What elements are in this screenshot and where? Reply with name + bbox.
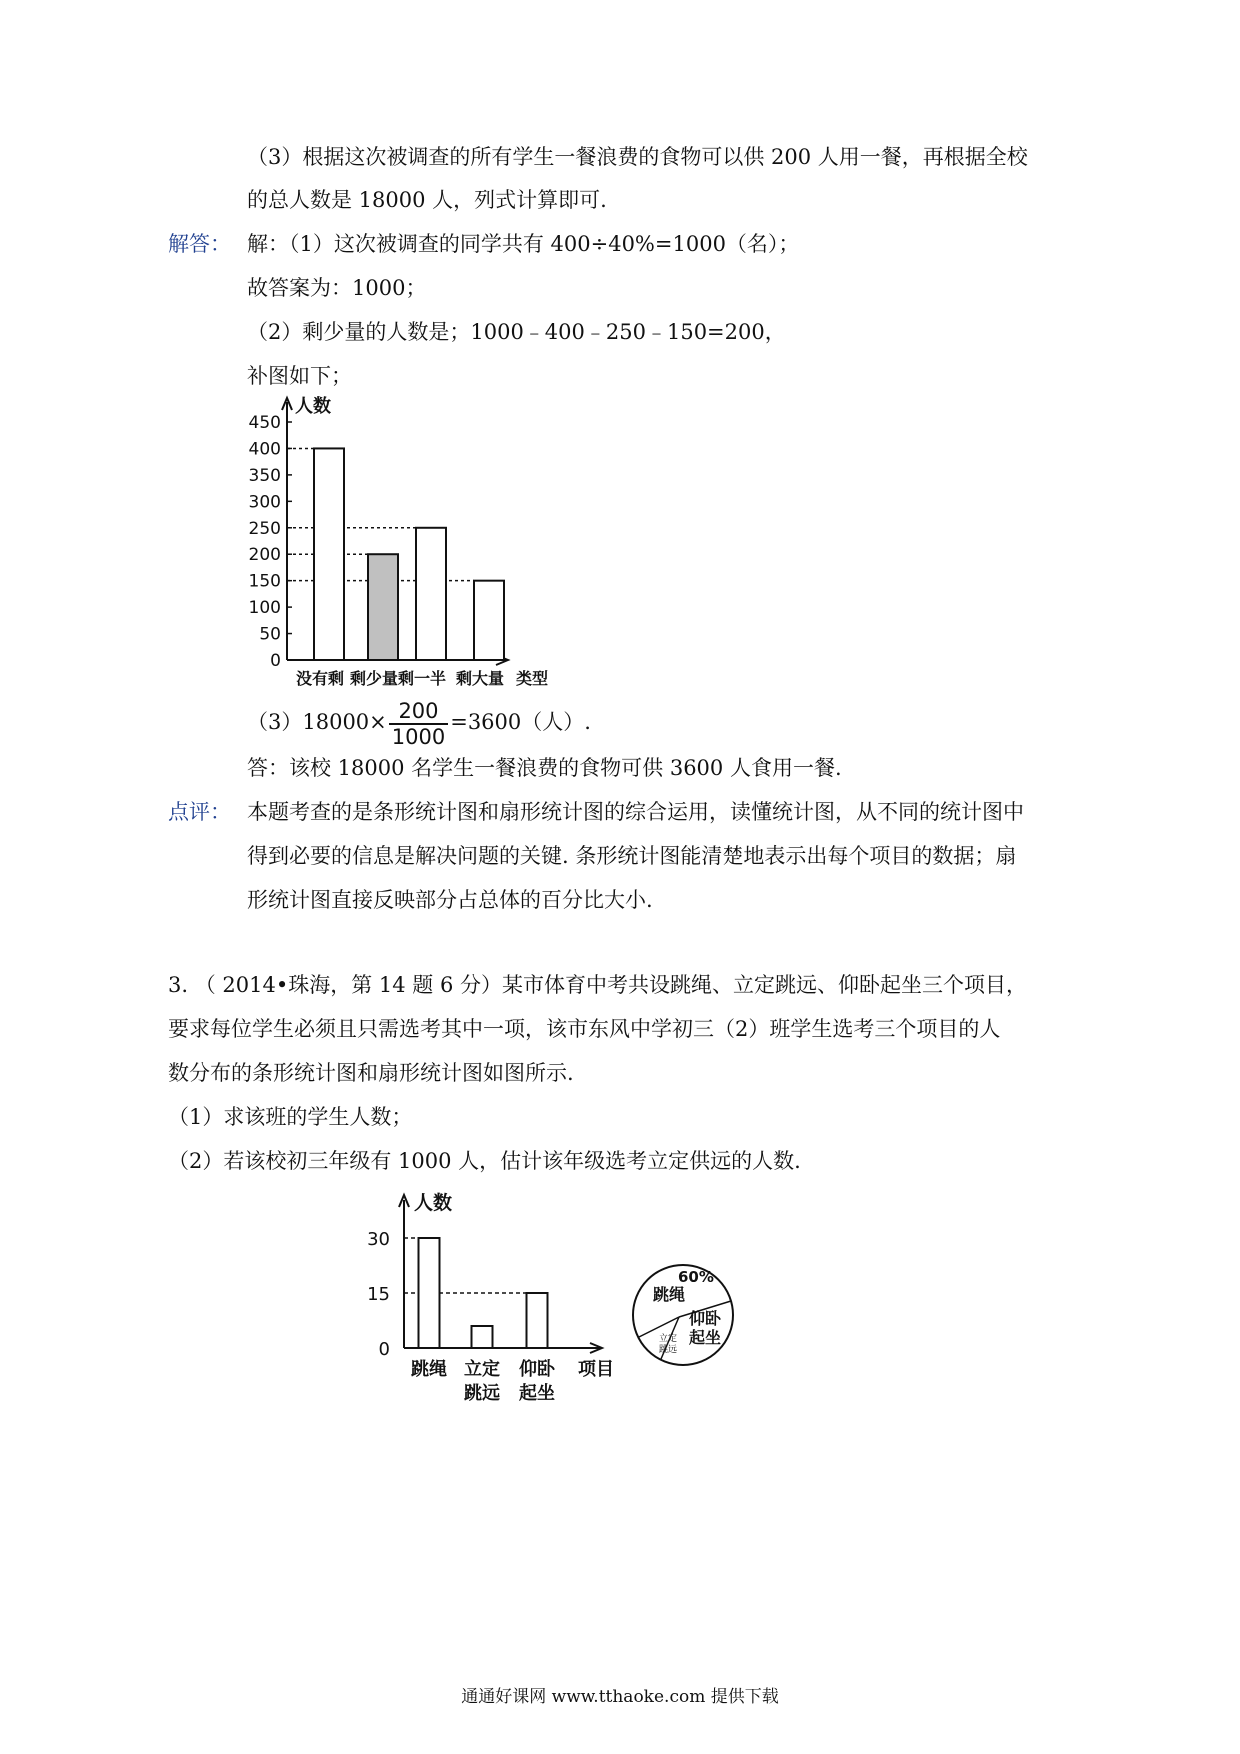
answer-part-1: 解：（1）这次被调查的同学共有 400÷40%=1000（名）； [247,232,800,256]
fraction-denominator: 1000 [391,724,446,749]
question-3-sub-1: （1）求该班的学生人数； [168,1105,413,1129]
y-tick-label: 350 [248,465,281,486]
bar-3 [527,1293,548,1348]
answer-part-2-figure-note: 补图如下； [247,364,352,388]
bar-1 [419,1238,440,1348]
comment-line-3: 形统计图直接反映部分占总体的百分比大小. [247,888,653,912]
pie-label-jump-rope: 跳绳 [653,1285,686,1304]
sports-pie-chart [628,1260,738,1370]
y-tick-label: 0 [270,651,281,671]
x-category-label: 没有剩 [295,669,345,688]
footer: 通通好课网 www.tthaoke.com 提供下载 [461,1687,779,1707]
pie-percent-label: 60% [678,1268,714,1286]
y-axis-label: 人数 [414,1192,453,1214]
x-category-label: 剩一半 [397,669,447,688]
y-tick-label: 150 [248,571,281,592]
x-category-label: 剩大量 [455,669,505,688]
comment-line-1: 本题考查的是条形统计图和扇形统计图的综合运用，读懂统计图，从不同的统计图中 [247,800,1024,824]
pie-label-situps: 仰卧 [689,1309,722,1328]
question-3-line-3: 数分布的条形统计图和扇形统计图如图所示. [168,1061,574,1085]
comment-line-2: 得到必要的信息是解决问题的关键. 条形统计图能清楚地表示出每个项目的数据；扇 [247,844,1017,868]
sports-bar-chart [360,1185,630,1410]
x-category-label: 跳绳 [411,1359,447,1380]
question-3-sub-2: （2）若该校初三年级有 1000 人，估计该年级选考立定供远的人数. [168,1149,801,1173]
bar-2 [368,554,398,660]
y-tick-label: 200 [248,545,281,566]
y-tick-label: 50 [259,624,281,645]
answer-part-3-conclusion: 答：该校 18000 名学生一餐浪费的食物可供 3600 人食用一餐. [247,756,842,780]
x-category-label: 剩少量 [349,669,399,688]
answer-part-3 [247,696,591,749]
bar-4 [474,581,504,660]
bar-2 [472,1326,493,1348]
question-3-line-1: 3. （ 2014•珠海，第 14 题 6 分）某市体育中考共设跳绳、立定跳远、仰卧起坐三个项目， [168,973,1027,997]
hint-3-line-2: 的总人数是 18000 人，列式计算即可. [247,188,607,212]
x-axis-label: 类型 [515,669,549,688]
fraction [389,699,448,749]
y-tick-label: 30 [367,1229,390,1250]
question-3-line-2: 要求每位学生必须且只需选考其中一项，该市东风中学初三（2）班学生选考三个项目的人 [168,1017,1001,1041]
y-tick-label: 400 [248,439,281,460]
answer-part-3-suffix: =3600（人）. [450,710,591,734]
bar-1 [314,448,344,660]
bar-3 [416,528,446,660]
hint-3-line-1: （3）根据这次被调查的所有学生一餐浪费的食物可以供 200 人用一餐，再根据全校 [247,145,1028,169]
y-tick-label: 100 [248,598,281,619]
pie-label-long-jump: 立定 [659,1334,678,1344]
x-category-label: 立定 [464,1359,500,1380]
waste-bar-chart [236,390,566,690]
x-category-label: 起坐 [519,1383,555,1404]
answer-part-1-result: 故答案为：1000； [247,276,427,300]
answer-part-2: （2）剩少量的人数是；1000﹣400﹣250﹣150=200， [247,320,786,344]
y-tick-label: 300 [248,492,281,513]
y-tick-label: 250 [248,518,281,539]
y-tick-label: 0 [378,1339,390,1360]
comment-tag: 点评： [168,800,231,824]
answer-tag: 解答： [168,232,231,256]
y-tick-label: 15 [367,1284,390,1305]
y-tick-label: 450 [248,413,281,433]
y-axis-label: 人数 [295,396,331,417]
answer-part-3-prefix: （3）18000× [247,710,387,734]
x-category-label: 跳远 [464,1383,500,1404]
x-axis-label: 项目 [578,1359,614,1380]
pie-label-situps: 起坐 [689,1328,722,1347]
fraction-numerator: 200 [389,699,448,725]
x-category-label: 仰卧 [519,1359,555,1380]
pie-label-long-jump: 跳远 [659,1345,678,1355]
